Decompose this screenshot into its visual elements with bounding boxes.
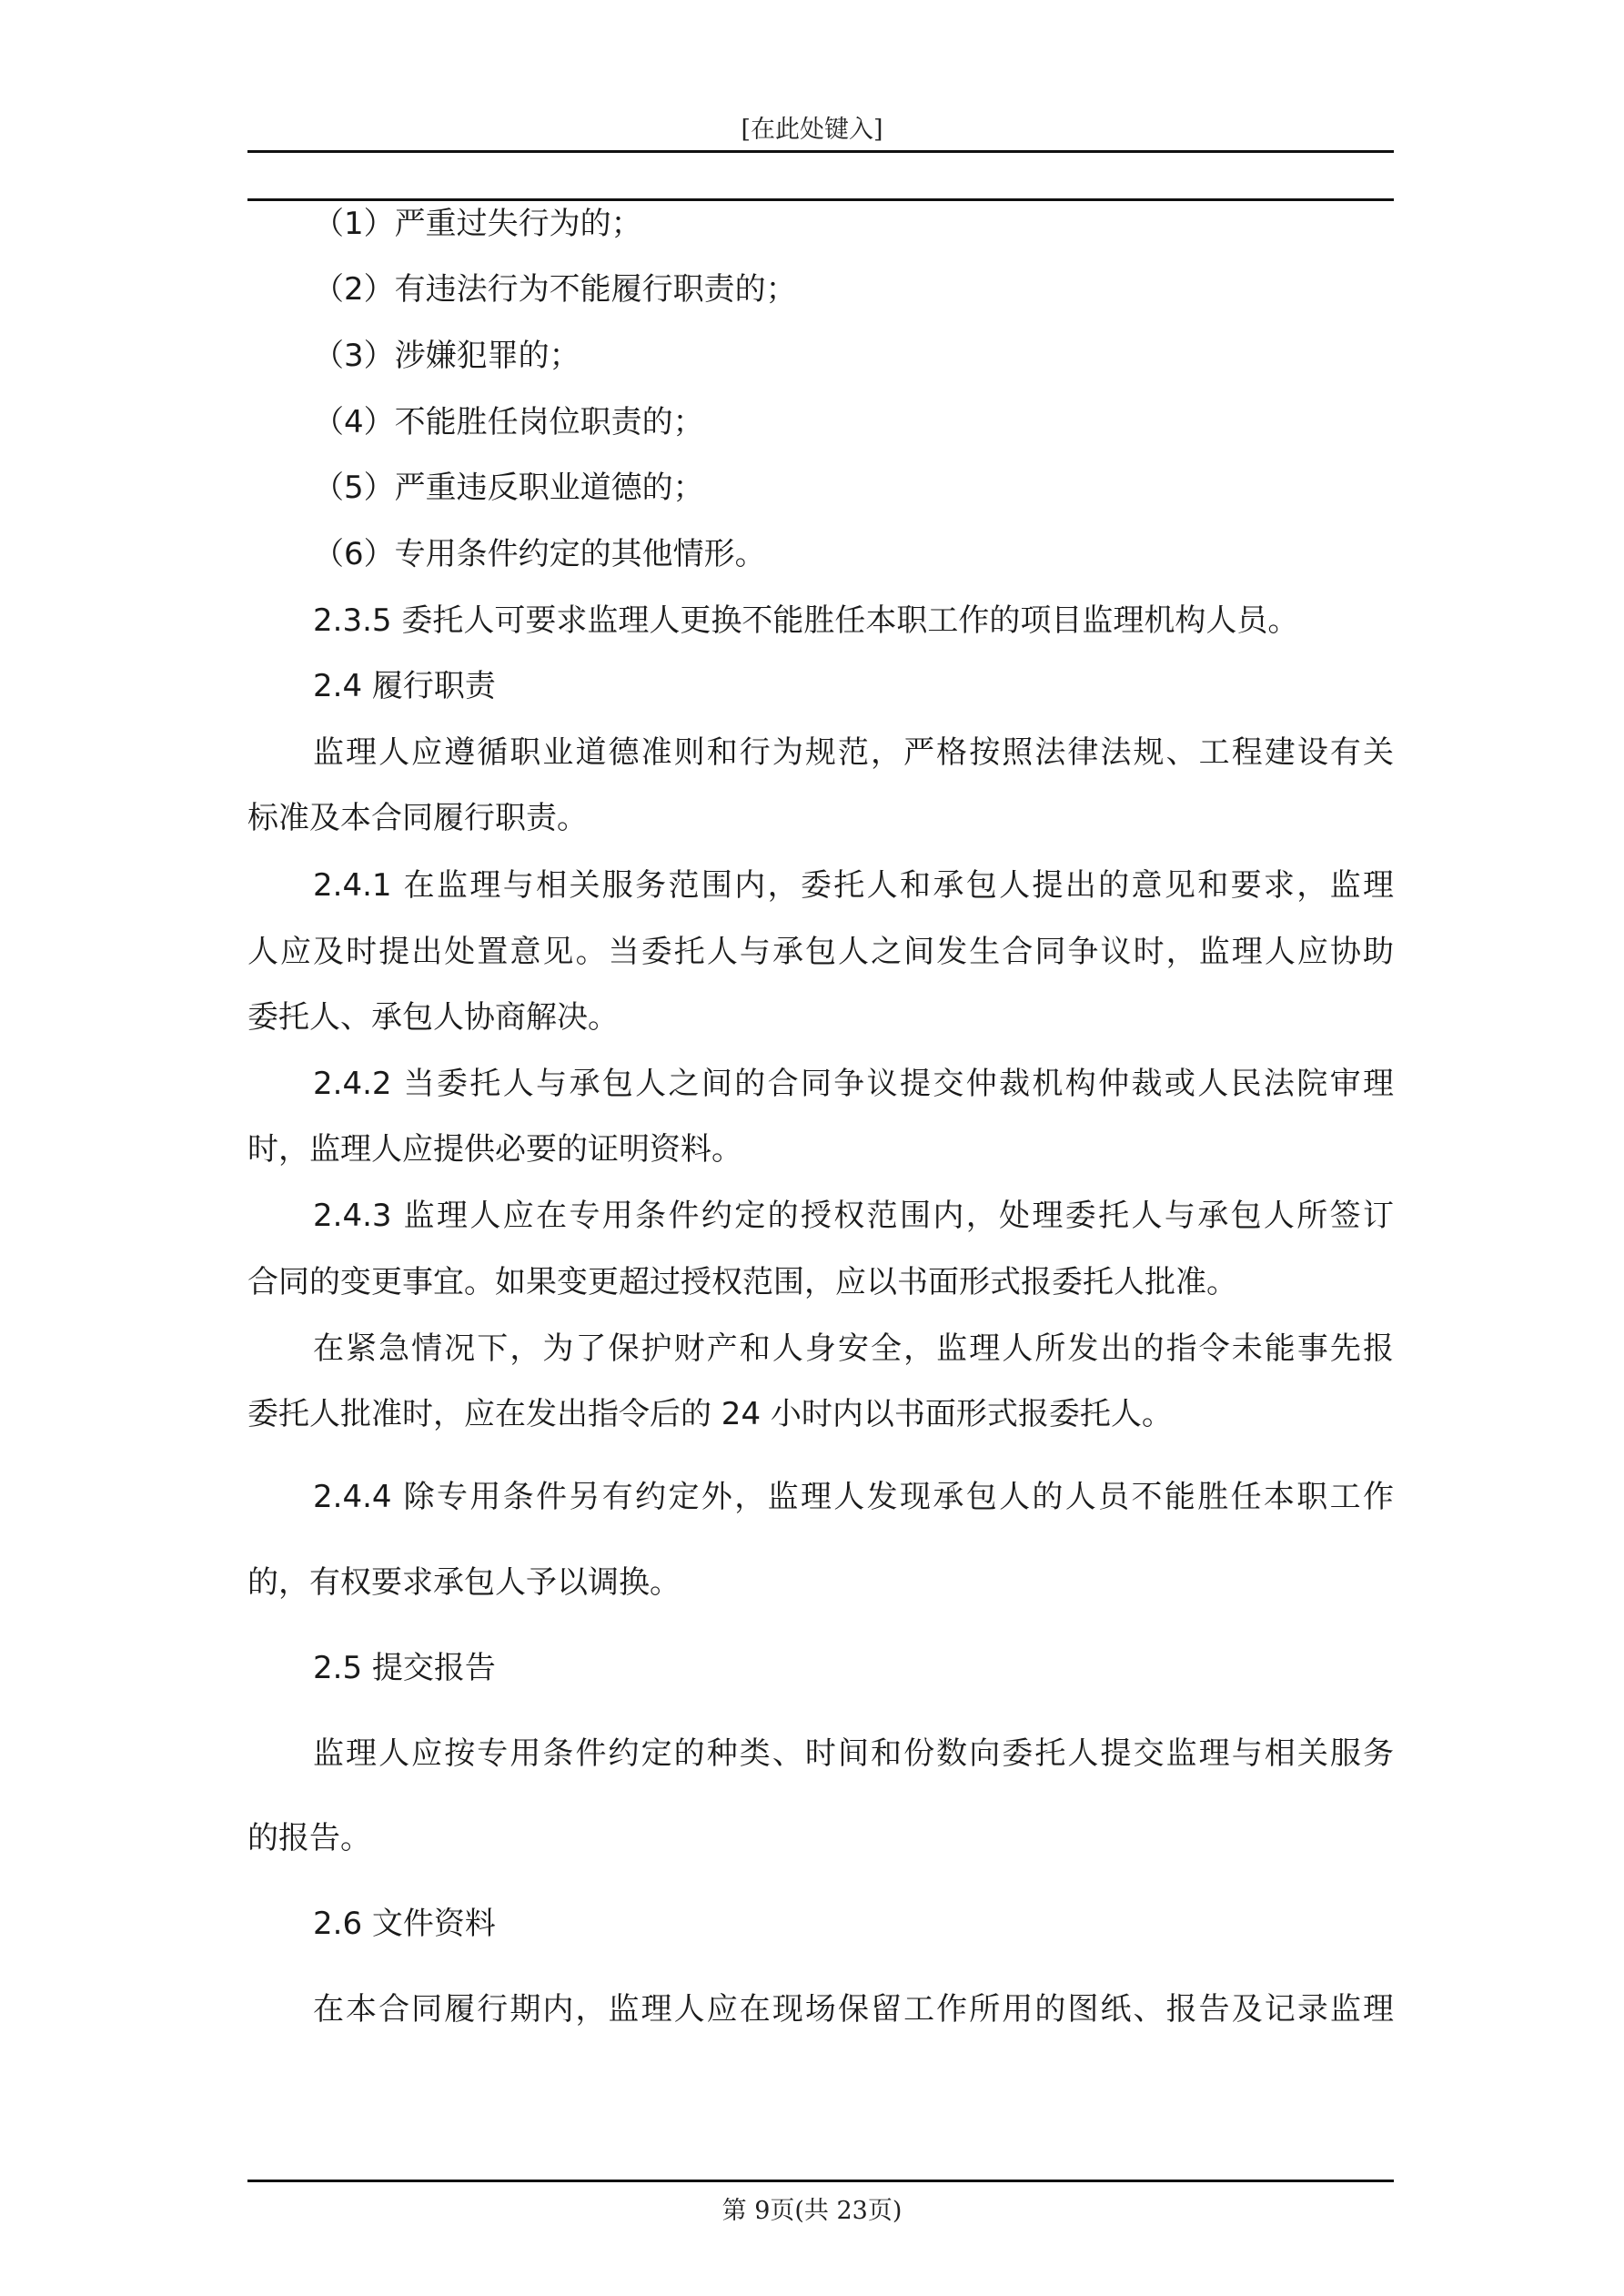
paragraph-2-5-line: 监理人应按专用条件约定的种类、时间和份数向委托人提交监理与相关服务 [313, 1735, 1394, 1772]
paragraph-2-6-line: 在本合同履行期内，监理人应在现场保留工作所用的图纸、报告及记录监理 [313, 1991, 1394, 2028]
emergency-paragraph-line: 委托人批准时，应在发出指令后的 24 小时内以书面形式报委托人。 [247, 1396, 1173, 1432]
list-item: （6）专用条件约定的其他情形。 [313, 536, 766, 572]
page-footer: 第 9页(共 23页) [721, 2197, 903, 2225]
section-heading-2-4: 2.4 履行职责 [313, 668, 496, 704]
paragraph-2-4-line: 监理人应遵循职业道德准则和行为规范，严格按照法律法规、工程建设有关 [313, 734, 1394, 771]
list-item: （4）不能胜任岗位职责的； [313, 404, 704, 440]
clause-2-4-1-line: 人应及时提出处置意见。当委托人与承包人之间发生合同争议时，监理人应协助 [247, 934, 1394, 970]
header-rule-secondary [247, 198, 1394, 201]
list-item: （1）严重过失行为的； [313, 206, 642, 242]
section-heading-2-6: 2.6 文件资料 [313, 1906, 496, 1942]
paragraph-2-4-line: 标准及本合同履行职责。 [247, 800, 588, 836]
clause-2-4-3-line: 2.4.3 监理人应在专用条件约定的授权范围内，处理委托人与承包人所签订 [313, 1198, 1394, 1234]
clause-2-4-2-line: 时，监理人应提供必要的证明资料。 [247, 1131, 742, 1168]
clause-2-4-3-line: 合同的变更事宜。如果变更超过授权范围，应以书面形式报委托人批准。 [247, 1264, 1237, 1300]
footer-rule [247, 2180, 1394, 2182]
clause-2-4-4-line: 的，有权要求承包人予以调换。 [247, 1564, 681, 1601]
clause-2-4-2-line: 2.4.2 当委托人与承包人之间的合同争议提交仲裁机构仲裁或人民法院审理 [313, 1066, 1394, 1102]
clause-2-3-5: 2.3.5 委托人可要求监理人更换不能胜任本职工作的项目监理机构人员。 [313, 602, 1299, 639]
header-rule [247, 150, 1394, 153]
list-item: （5）严重违反职业道德的； [313, 470, 704, 506]
page-header: [在此处键入] [741, 116, 883, 144]
clause-2-4-4-line: 2.4.4 除专用条件另有约定外，监理人发现承包人的人员不能胜任本职工作 [313, 1479, 1394, 1515]
clause-2-4-1-line: 委托人、承包人协商解决。 [247, 999, 619, 1036]
clause-2-4-1-line: 2.4.1 在监理与相关服务范围内，委托人和承包人提出的意见和要求，监理 [313, 867, 1394, 904]
paragraph-2-5-line: 的报告。 [247, 1820, 371, 1856]
list-item: （2）有违法行为不能履行职责的； [313, 271, 797, 308]
list-item: （3）涉嫌犯罪的； [313, 338, 580, 374]
section-heading-2-5: 2.5 提交报告 [313, 1650, 496, 1686]
emergency-paragraph-line: 在紧急情况下，为了保护财产和人身安全，监理人所发出的指令未能事先报 [313, 1330, 1394, 1367]
